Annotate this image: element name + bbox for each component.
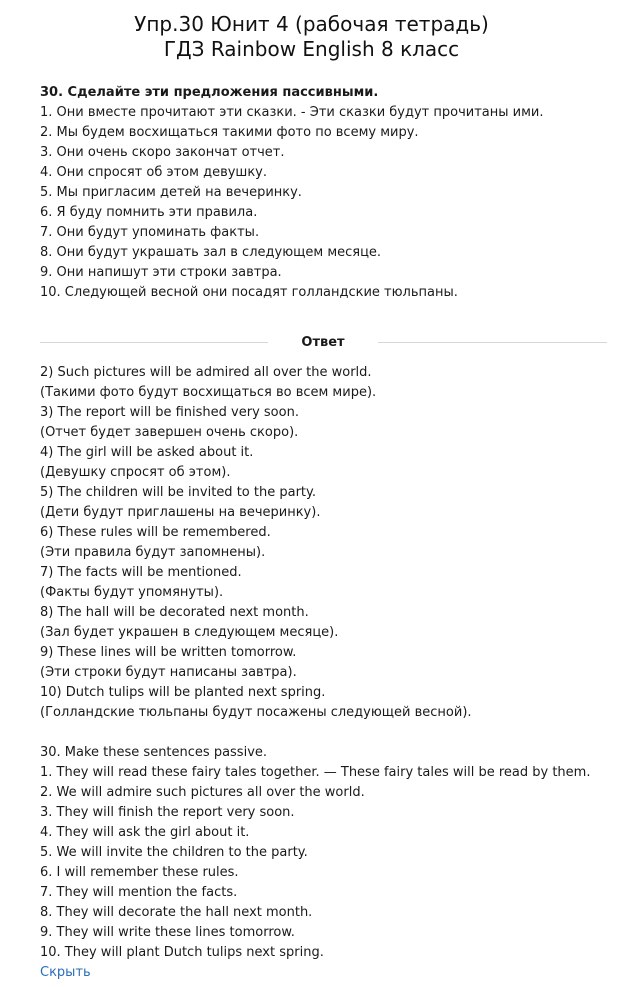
task-item: 1. Они вместе прочитают эти сказки. - Эти сказки будут прочитаны ими. bbox=[40, 105, 544, 120]
task-item: 2. Мы будем восхищаться такими фото по всему миру. bbox=[40, 125, 419, 140]
page-title bbox=[0, 12, 623, 62]
english-item: 9. They will write these lines tomorrow. bbox=[40, 925, 295, 940]
answer-line: 2) Such pictures will be admired all over the world. bbox=[40, 365, 372, 380]
english-item: 4. They will ask the girl about it. bbox=[40, 825, 250, 840]
english-item: 7. They will mention the facts. bbox=[40, 885, 238, 900]
answer-line: (Такими фото будут восхищаться во всем мире). bbox=[40, 385, 377, 400]
answer-line: (Факты будут упомянуты). bbox=[40, 585, 224, 600]
english-item: 8. They will decorate the hall next month. bbox=[40, 905, 313, 920]
english-item: 1. They will read these fairy tales together. — These fairy tales will be read by them. bbox=[40, 765, 591, 780]
answer-divider bbox=[40, 333, 607, 353]
answer-line: 4) The girl will be asked about it. bbox=[40, 445, 254, 460]
task-block bbox=[40, 83, 615, 303]
task-item: 8. Они будут украшать зал в следующем месяце. bbox=[40, 245, 382, 260]
divider-rule-right bbox=[378, 342, 607, 343]
task-item: 10. Следующей весной они посадят голландские тюльпаны. bbox=[40, 285, 458, 300]
answer-line: (Дети будут приглашены на вечеринку). bbox=[40, 505, 321, 520]
task-item: 3. Они очень скоро закончат отчет. bbox=[40, 145, 285, 160]
english-item: 6. I will remember these rules. bbox=[40, 865, 239, 880]
answer-line: 10) Dutch tulips will be planted next spring. bbox=[40, 685, 326, 700]
answer-label: Ответ bbox=[301, 335, 345, 350]
answer-line: 9) These lines will be written tomorrow. bbox=[40, 645, 297, 660]
english-item: 5. We will invite the children to the party. bbox=[40, 845, 308, 860]
answer-block bbox=[40, 363, 615, 723]
divider-rule-left bbox=[40, 342, 268, 343]
answer-line: (Зал будет украшен в следующем месяце). bbox=[40, 625, 339, 640]
task-item: 9. Они напишут эти строки завтра. bbox=[40, 265, 282, 280]
page-title-line1: Упр.30 Юнит 4 (рабочая тетрадь) bbox=[134, 12, 489, 36]
answer-line: (Эти правила будут запомнены). bbox=[40, 545, 266, 560]
answer-line: (Голландские тюльпаны будут посажены следующей весной). bbox=[40, 705, 472, 720]
answer-line: (Эти строки будут написаны завтра). bbox=[40, 665, 297, 680]
page-title-line2: ГДЗ Rainbow English 8 класс bbox=[163, 37, 460, 61]
english-heading: 30. Make these sentences passive. bbox=[40, 745, 268, 760]
task-item: 4. Они спросят об этом девушку. bbox=[40, 165, 267, 180]
task-heading: 30. Сделайте эти предложения пассивными. bbox=[40, 85, 379, 100]
answer-line: 3) The report will be finished very soon. bbox=[40, 405, 299, 420]
english-task-block bbox=[40, 743, 615, 963]
answer-line: (Девушку спросят об этом). bbox=[40, 465, 231, 480]
english-item: 10. They will plant Dutch tulips next spring. bbox=[40, 945, 324, 960]
task-item: 7. Они будут упоминать факты. bbox=[40, 225, 260, 240]
task-item: 5. Мы пригласим детей на вечеринку. bbox=[40, 185, 302, 200]
task-item: 6. Я буду помнить эти правила. bbox=[40, 205, 258, 220]
answer-line: 6) These rules will be remembered. bbox=[40, 525, 271, 540]
english-item: 3. They will finish the report very soon. bbox=[40, 805, 295, 820]
answer-line: (Отчет будет завершен очень скоро). bbox=[40, 425, 299, 440]
answer-line: 7) The facts will be mentioned. bbox=[40, 565, 242, 580]
answer-line: 8) The hall will be decorated next month. bbox=[40, 605, 309, 620]
hide-answer-link[interactable]: Скрыть bbox=[40, 965, 91, 980]
english-item: 2. We will admire such pictures all over the world. bbox=[40, 785, 365, 800]
answer-line: 5) The children will be invited to the party. bbox=[40, 485, 316, 500]
